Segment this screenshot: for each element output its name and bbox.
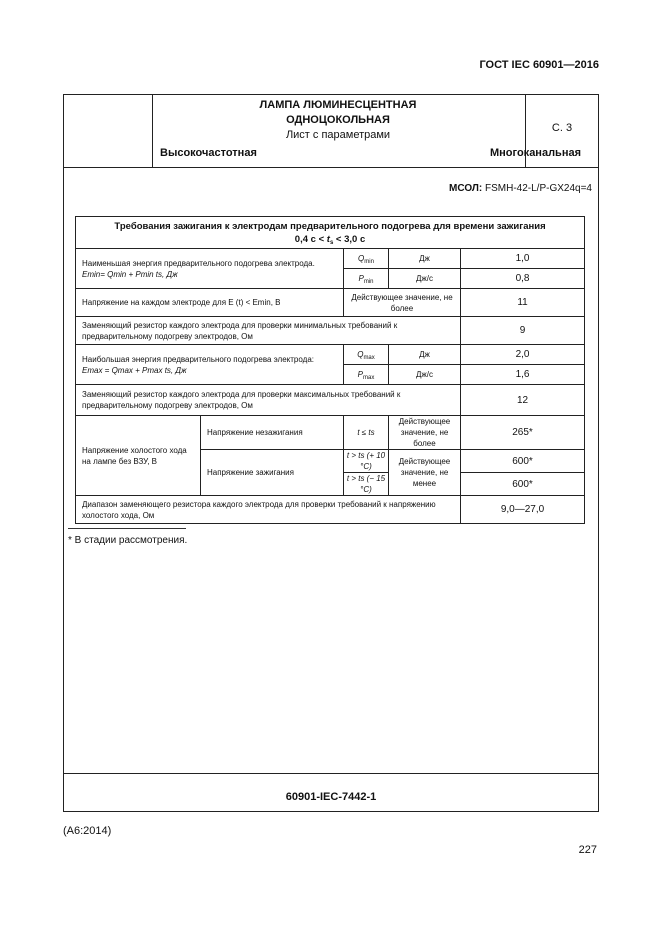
min-resistor-value: 9 bbox=[461, 317, 585, 345]
p-max-value: 1,6 bbox=[461, 365, 585, 385]
page-number: 227 bbox=[578, 844, 597, 856]
sheet-title-line2: ОДНОЦОКОЛЬНАЯ bbox=[286, 114, 390, 126]
lamp-type-right: Многоканальная bbox=[490, 147, 581, 159]
table-row-max-energy bbox=[76, 345, 585, 365]
amendment-reference: (A6:2014) bbox=[63, 825, 112, 837]
header-bottom-rule bbox=[63, 167, 599, 168]
max-resistor-value: 12 bbox=[461, 385, 585, 416]
q-max-unit: Дж bbox=[389, 345, 461, 365]
table-row-resistor-range bbox=[76, 496, 585, 524]
max-energy-formula: Emax = Qmax + Pmax ts, Дж bbox=[82, 365, 187, 375]
sheet-title-line1: ЛАМПА ЛЮМИНЕСЦЕНТНАЯ bbox=[259, 99, 417, 111]
sheet-page-ref: С. 3 bbox=[551, 122, 573, 134]
q-max-symbol: $Q_{max}$ bbox=[344, 345, 389, 365]
min-energy-formula: Emin= Qmin + Pmin ts, Дж bbox=[82, 269, 178, 279]
p-max-symbol: $P_{max}$ bbox=[344, 365, 389, 385]
no-ignition-condition: t ≤ ts bbox=[344, 416, 389, 450]
table-title-line2: 0,4 $с < t_s < 3,0$ с bbox=[294, 233, 366, 246]
q-max-value: 2,0 bbox=[461, 345, 585, 365]
ignition-value-cold: 600* bbox=[461, 473, 585, 496]
resistor-range-label: Диапазон заменяющего резистора каждого электрода для проверки требований к напряжению холостого хода, Ом bbox=[76, 496, 461, 524]
min-resistor-label: Заменяющий резистор каждого электрода для проверки минимальных требований к предварительному подогреву электродов, Ом bbox=[76, 317, 461, 345]
q-min-value: 1,0 bbox=[461, 249, 585, 269]
ignition-condition-cold: t > ts (− 15 °C) bbox=[344, 473, 389, 496]
msol-value: FSMH-42-L/P-GX24q=4 bbox=[485, 183, 592, 194]
electrode-voltage-value: 11 bbox=[461, 289, 585, 317]
p-min-symbol: $P_{min}$ bbox=[344, 269, 389, 289]
q-min-unit: Дж bbox=[389, 249, 461, 269]
table-row-title bbox=[76, 217, 585, 249]
document-code: 60901-IEC-7442-1 bbox=[285, 791, 377, 803]
resistor-range-value: 9,0—27,0 bbox=[461, 496, 585, 524]
msol-designation bbox=[449, 183, 592, 194]
table-title-line1: Требования зажигания к электродам предварительного подогрева для времени зажигания bbox=[114, 220, 546, 232]
ignition-condition-warm: t > ts (+ 10 °C) bbox=[344, 450, 389, 473]
open-circuit-voltage-label: Напряжение холостого хода на лампе без ВЗУ, В bbox=[76, 416, 201, 496]
standard-designation: ГОСТ IEC 60901—2016 bbox=[479, 59, 599, 71]
msol-label: МСОЛ: bbox=[449, 183, 483, 194]
sheet-subtitle: Лист с параметрами bbox=[285, 129, 391, 141]
lamp-type-left: Высокочастотная bbox=[160, 147, 257, 159]
max-energy-label: Наибольшая энергия предварительного подогрева электрода: Emax = Qmax + Pmax ts, Дж bbox=[76, 345, 344, 385]
max-resistor-label: Заменяющий резистор каждого электрода для проверки максимальных требований к предварительному подогреву электродов, Ом bbox=[76, 385, 461, 416]
footnote-rule bbox=[68, 528, 186, 529]
footnote: * В стадии рассмотрения. bbox=[68, 535, 188, 546]
p-min-value: 0,8 bbox=[461, 269, 585, 289]
p-min-unit: Дж/с bbox=[389, 269, 461, 289]
table-row-max-resistor bbox=[76, 385, 585, 416]
table-row-electrode-voltage bbox=[76, 289, 585, 317]
q-min-symbol: $Q_{min}$ bbox=[344, 249, 389, 269]
no-ignition-voltage-label: Напряжение незажигания bbox=[201, 416, 344, 450]
table-row-min-energy bbox=[76, 249, 585, 269]
no-ignition-note: Действующее значение, не более bbox=[389, 416, 461, 450]
footer-top-rule bbox=[63, 773, 599, 774]
table-row-no-ignition bbox=[76, 416, 585, 450]
ignition-voltage-label: Напряжение зажигания bbox=[201, 450, 344, 496]
p-max-unit: Дж/с bbox=[389, 365, 461, 385]
electrode-voltage-label: Напряжение на каждом электроде для E (t) < Emin, В bbox=[76, 289, 344, 317]
table-row-min-resistor bbox=[76, 317, 585, 345]
electrode-voltage-condition: Действующее значение, не более bbox=[344, 289, 461, 317]
table-title bbox=[76, 217, 585, 249]
ignition-requirements-table bbox=[75, 216, 585, 524]
ignition-value-warm: 600* bbox=[461, 450, 585, 473]
min-energy-label: Наименьшая энергия предварительного подогрева электрода. Emin= Qmin + Pmin ts, Дж bbox=[76, 249, 344, 289]
no-ignition-value: 265* bbox=[461, 416, 585, 450]
ignition-note: Действующее значение, не менее bbox=[389, 450, 461, 496]
